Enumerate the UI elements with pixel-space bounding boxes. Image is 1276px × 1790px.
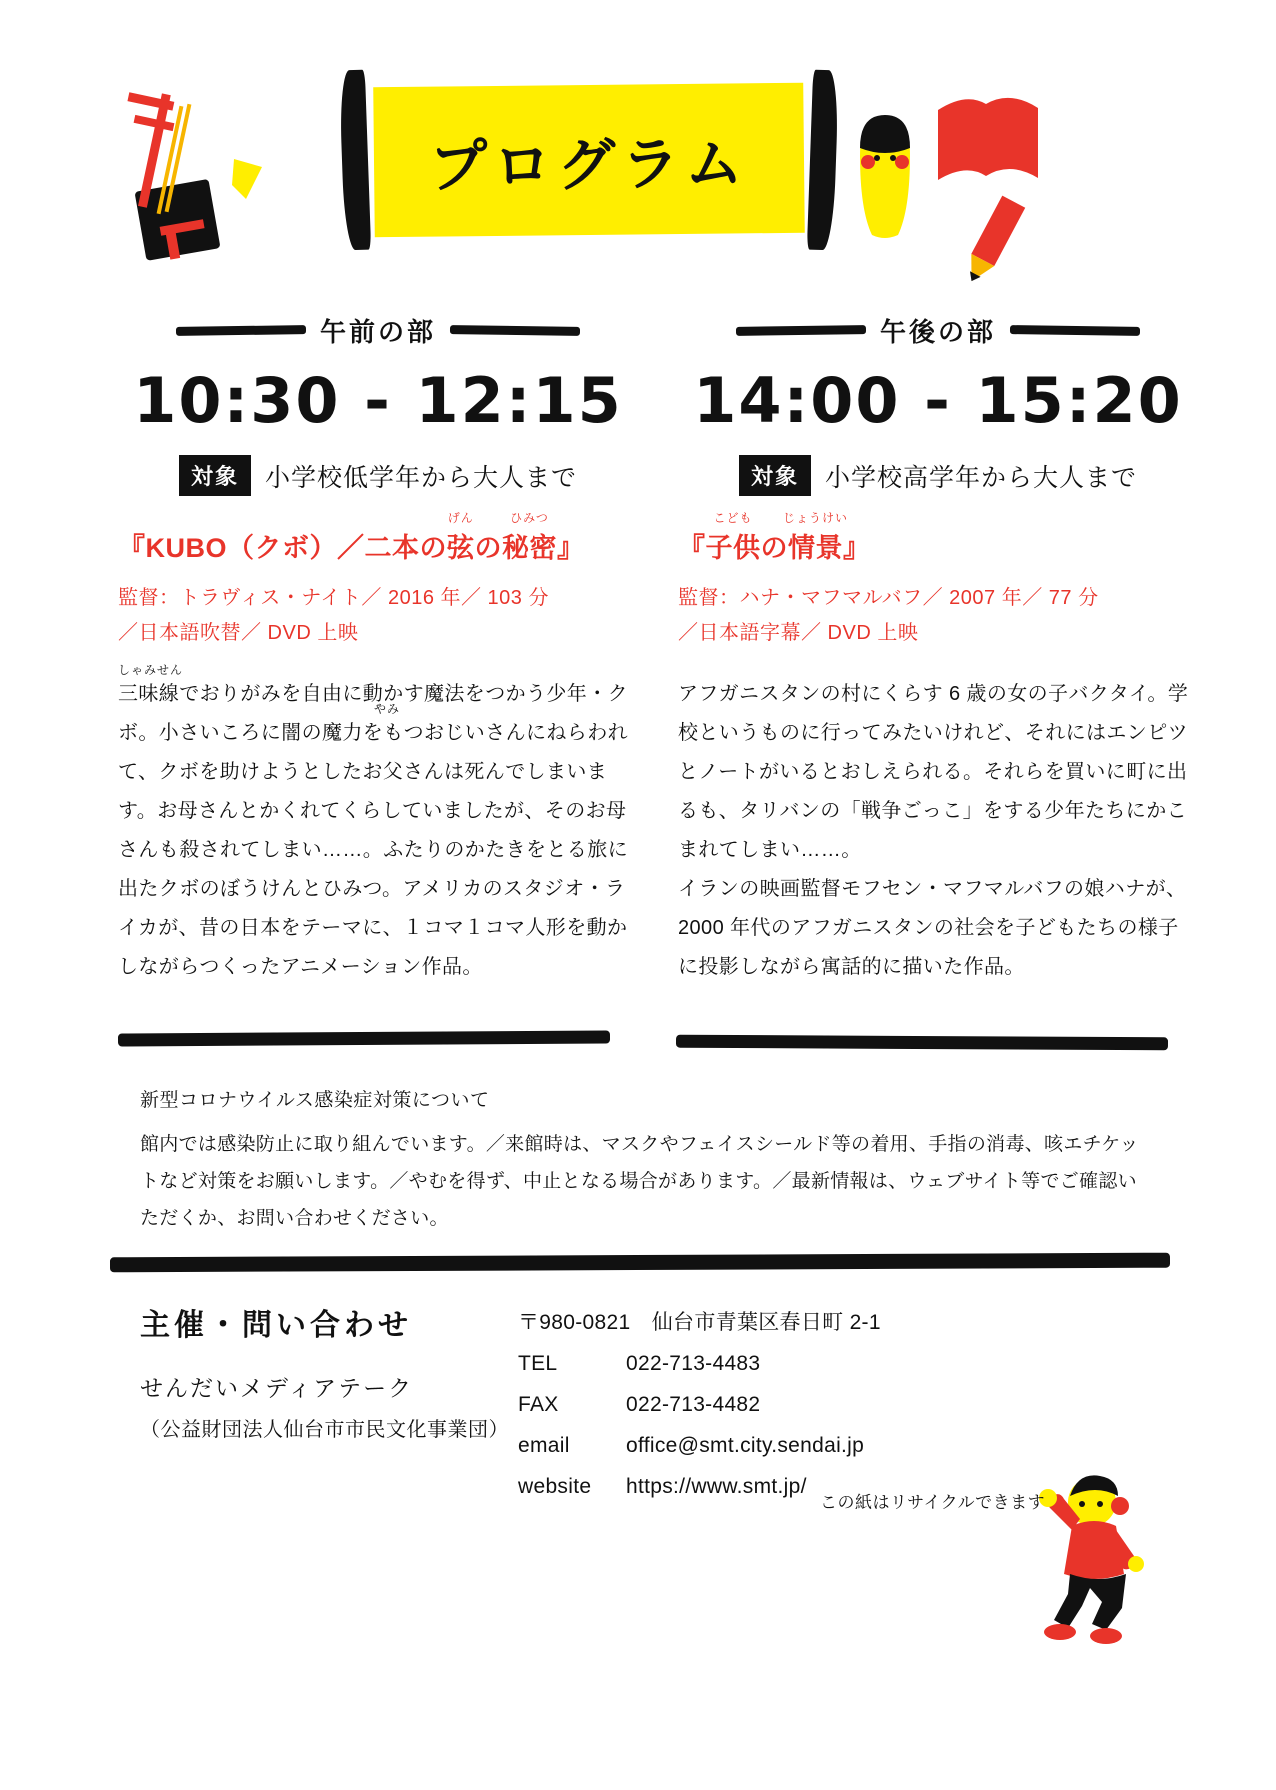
session-morning (118, 310, 638, 987)
footer-fax-value: 022-713-4482 (626, 1392, 761, 1416)
credits-line-1: 監督：トラヴィス・ナイト／ 2016 年／ 103 分 (118, 587, 549, 609)
open-book-icon (928, 80, 1048, 200)
footer-tel-key: TEL (518, 1351, 558, 1375)
covid-notice (140, 1085, 1140, 1237)
synopsis-paragraph-2: イランの映画監督モフセン・マフマルバフの娘ハナが、2000 年代のアフガニスタンの社会を子どもたちの様子に投影しながら寓話的に描いた作品。 (678, 878, 1187, 978)
target-tag-label: 対象 (739, 455, 811, 496)
session-morning-header (118, 310, 638, 350)
session-afternoon-film-title (678, 511, 1198, 565)
session-morning-synopsis (118, 663, 638, 987)
ruby-text-joukei: じょうけい (782, 511, 849, 525)
session-morning-label: 午前の部 (319, 316, 436, 347)
session-afternoon (678, 310, 1198, 987)
target-audience-text: 小学校低学年から大人まで (265, 463, 578, 492)
kokeshi-doll-icon (840, 100, 930, 250)
session-morning-film-title (118, 511, 638, 565)
footer-organizer (140, 1300, 520, 1442)
film-title-mid: の (760, 533, 788, 563)
footer-tel-value: 022-713-4483 (626, 1351, 761, 1375)
ruby-text-gen: げん (447, 511, 474, 525)
ruby-text-shamisen: しゃみせん (118, 663, 184, 677)
credits-line-2: ／日本語字幕／ DVD 上映 (678, 622, 919, 644)
rule-left-decoration (736, 325, 866, 336)
session-afternoon-label: 午後の部 (879, 316, 996, 347)
footer-tel-row (518, 1344, 988, 1385)
divider-footer (110, 1253, 1170, 1273)
session-afternoon-time: 14:00 - 15:20 (693, 364, 1183, 437)
rule-right-decoration (1010, 325, 1140, 336)
program-title: プログラム (429, 131, 750, 200)
footer-org-name: せんだいメディアテーク (140, 1375, 414, 1401)
banner-bracket-right (807, 70, 839, 251)
pencil-icon (940, 185, 1040, 295)
session-afternoon-header (678, 310, 1198, 350)
session-morning-target (118, 455, 638, 496)
ruby-group-gen (447, 511, 475, 565)
ruby-group-joukei (782, 511, 849, 565)
session-afternoon-credits (678, 581, 1198, 651)
ruby-text-himitsu: ひみつ (510, 511, 549, 525)
divider-right (676, 1035, 1168, 1051)
covid-notice-title: 新型コロナウイルス感染症対策について (140, 1090, 490, 1111)
ruby-base-kodomo: 子供 (705, 533, 761, 563)
footer-website-key: website (518, 1474, 592, 1498)
session-afternoon-target (678, 455, 1198, 496)
recycle-note: この紙はリサイクルできます (820, 1493, 1046, 1512)
ruby-group-kodomo (705, 511, 761, 565)
ruby-base-himitsu: 秘密 (502, 533, 557, 563)
ruby-group-himitsu (502, 511, 557, 565)
footer-heading: 主催・問い合わせ (140, 1309, 412, 1342)
ruby-base-gen: 弦 (447, 533, 475, 563)
session-morning-time: 10:30 - 12:15 (133, 364, 623, 437)
film-title-part: 『 (678, 533, 706, 563)
header-banner (0, 60, 1276, 270)
credits-line-1: 監督：ハナ・マフマルバフ／ 2007 年／ 77 分 (678, 587, 1099, 609)
footer-fax-row (518, 1385, 988, 1426)
target-tag-label: 対象 (179, 455, 251, 496)
footer-email-row[interactable] (518, 1426, 988, 1467)
footer-address: 〒980-0821 仙台市青葉区春日町 2-1 (518, 1311, 881, 1334)
footer-org-subname: （公益財団法人仙台市市民文化事業団） (140, 1419, 509, 1441)
banner-bracket-left (339, 70, 371, 251)
credits-line-2: ／日本語吹替／ DVD 上映 (118, 622, 359, 644)
shamisen-icon (120, 75, 300, 275)
session-morning-credits (118, 581, 638, 651)
ruby-text-yami: やみ (374, 702, 401, 716)
ruby-text-kodomo: こども (713, 511, 753, 525)
ruby-base-joukei: 情景 (788, 533, 843, 563)
sessions-container (0, 310, 1276, 987)
footer-email-value[interactable]: office@smt.city.sendai.jp (626, 1433, 865, 1457)
footer-email-key: email (518, 1433, 570, 1457)
footer-fax-key: FAX (518, 1392, 559, 1416)
film-title-part: 『KUBO（クボ）／二本の (118, 533, 447, 563)
covid-notice-body: 館内では感染防止に取り組んでいます。／来館時は、マスクやフェイスシールド等の着用、手指の消毒、咳エチケットなど対策をお願いします。／やむを得ず、中止となる場合があります。／最新情報は、ウェブサイト等でご確認いただくか、お問い合わせください。 (140, 1134, 1139, 1230)
film-title-post: 』 (557, 533, 585, 563)
synopsis-paragraph: 三味線でおりがみを自由に動かす魔法をつかう少年・クボ。小さいころに闇の魔力をもつおじいさんにねらわれて、クボを助けようとしたお父さんは死んでしまいます。お母さんとかくれてくらしていましたが、そのお母さんも殺されてしまい……。ふたりのかたきをとる旅に出たクボのぼうけんとひみつ。アメリカのスタジオ・ライカが、昔の日本をテーマに、１コマ１コマ人形を動かしながらつくったアニメーション作品。 (118, 683, 628, 978)
film-title-post: 』 (843, 533, 871, 563)
divider-left (118, 1030, 610, 1046)
target-audience-text: 小学校高学年から大人まで (825, 463, 1138, 492)
film-title-mid: の (474, 533, 502, 563)
rule-left-decoration (176, 325, 306, 336)
bachi-pick-icon (228, 155, 268, 211)
rule-right-decoration (450, 325, 580, 336)
footer-contact (518, 1303, 988, 1508)
session-afternoon-synopsis (678, 675, 1198, 987)
synopsis-paragraph: アフガニスタンの村にくらす 6 歳の女の子バクタイ。学校というものに行ってみたいけれど、それにはエンピツとノートがいるとおしえられる。それらを買いに町に出るも、タリバンの「戦争ごっこ」をする少年たちにかこまれてしまい……。 (678, 683, 1189, 861)
footer-website-value[interactable]: https://www.smt.jp/ (626, 1474, 807, 1498)
